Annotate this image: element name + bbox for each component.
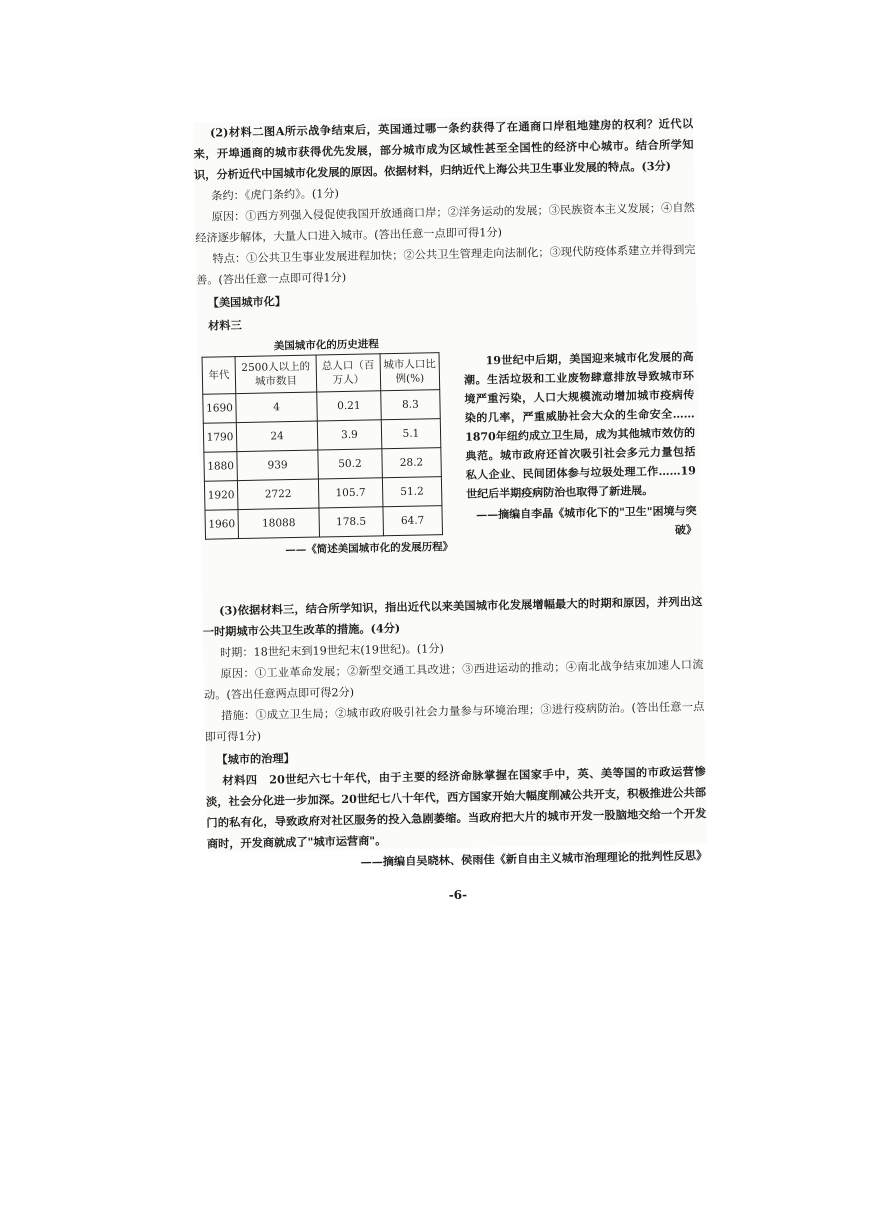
urbanization-table (202, 352, 443, 540)
cell-urban-ratio: 5.1 (381, 419, 441, 449)
cell-population: 50.2 (318, 449, 382, 479)
table-row (204, 477, 442, 511)
q3-answer-period: 时期：18世纪末到19世纪末(19世纪)。(1分) (219, 642, 445, 660)
table-row (205, 506, 443, 540)
header-urban-ratio: 城市人口比例(%) (380, 353, 440, 391)
cell-city-count: 939 (237, 450, 319, 481)
cell-population: 3.9 (317, 420, 381, 450)
q3-question: (3)依据材料三，结合所学知识，指出近代以来美国城市化发展增幅最大的时期和原因，并列出这一时期城市公共卫生改革的措施。(4分) (202, 594, 703, 639)
page-number: -6- (448, 887, 468, 903)
scanned-exam-page (193, 113, 708, 903)
cell-year: 1960 (205, 510, 239, 540)
cell-population: 105.7 (318, 478, 382, 508)
cell-year: 1690 (203, 394, 237, 424)
cell-year: 1920 (204, 481, 238, 511)
cell-year: 1880 (204, 452, 238, 482)
table-row (203, 390, 441, 424)
us-urbanization-heading: 【美国城市化】 (207, 294, 287, 310)
cell-city-count: 4 (236, 392, 318, 423)
table-row (203, 419, 441, 453)
table-row (204, 448, 442, 482)
q3-answer-measure: 措施：①成立卫生局；②城市政府吸引社会力量参与环境治理；③进行疫病防治。(答出任意一点即可得1分) (204, 700, 705, 744)
cell-city-count: 2722 (237, 479, 319, 510)
q2-answer-feature: 特点：①公共卫生事业发展进程加快；②公共卫生管理走向法制化；③现代防疫体系建立并得到完善。(答出任意一点即可得1分) (195, 243, 696, 287)
q3-answer-reason: 原因：①工业革命发展；②新型交通工具改进；③西进运动的推动；④南北战争结束加速人口流动。(答出任意两点即可得2分) (203, 658, 704, 702)
material-three-block (197, 329, 702, 601)
header-year: 年代 (202, 357, 236, 395)
material-three-body: 19世纪中后期，美国迎来城市化发展的高潮。生活垃圾和工业废物肆意排放导致城市环境严重污染，人口大规模流动增加城市疫病传染的几率，严重威胁社会大众的生命安全……1870年纽约成立卫生局，成为其他城市效仿的典范。城市政府还首次吸引社会多元力量包括私人企业、民间团体参与垃圾处理工作……19世纪后半期疫病防治也取得了新进展。 (463, 350, 696, 501)
q2-question: (2)材料二图A所示战争结束后，英国通过哪一条约获得了在通商口岸租地建房的权利？近代以来，开埠通商的城市获得优先发展，部分城市成为区域性甚至全国性的经济中心城市。结合所学知识，分析近代中国城市化发展的原因。依据材料，归纳近代上海公共卫生事业发展的特点。(3分) (193, 116, 694, 182)
cell-city-count: 24 (236, 421, 318, 452)
governance-heading: 【城市的治理】 (216, 751, 295, 767)
material-three-text (463, 347, 697, 543)
material-three-label: 材料三 (207, 317, 242, 333)
q2-answer-reason: 原因：①西方列强入侵促使我国开放通商口岸；②洋务运动的发展；③民族资本主义发展；④自然经济逐步解体，大量人口进入城市。(答出任意一点即可得1分) (195, 201, 695, 245)
table-title: 美国城市化的历史进程 (273, 338, 379, 353)
cell-year: 1790 (203, 423, 237, 453)
table-source: ——《简述美国城市化的发展历程》 (285, 540, 454, 557)
urbanization-table-block (197, 334, 459, 560)
table-header-row (202, 353, 440, 395)
cell-population: 178.5 (319, 507, 383, 537)
header-population: 总人口（百万人） (316, 354, 380, 392)
material-three-source: ——摘编自李晶《城市化下的"卫生"困境与突破》 (476, 504, 698, 537)
material-four-source: ——摘编自吴晓林、侯雨佳《新自由主义城市治理理论的批判性反思》 (360, 848, 708, 869)
cell-population: 0.21 (317, 391, 381, 421)
cell-urban-ratio: 8.3 (381, 390, 441, 420)
cell-urban-ratio: 64.7 (383, 506, 443, 536)
q2-answer-treaty: 条约：《虎门条约》。(1分) (211, 187, 340, 203)
cell-urban-ratio: 28.2 (382, 448, 442, 478)
cell-urban-ratio: 51.2 (382, 477, 442, 507)
material-four-text: 材料四 20世纪六七十年代，由于主要的经济命脉掌握在国家手中，英、美等国的市政运营惨淡，社会分化进一步加深。20世纪七八十年代，西方国家开始大幅度削减公共开支，积极推进公共部门的私有化，导致政府对社区服务的投入急剧萎缩。当政府把大片的城市开发一股脑地交给一个开发商时，开发商就成了"城市运营商"。 (205, 764, 707, 851)
cell-city-count: 18088 (238, 508, 320, 539)
header-city-count: 2500人以上的城市数目 (235, 355, 317, 394)
